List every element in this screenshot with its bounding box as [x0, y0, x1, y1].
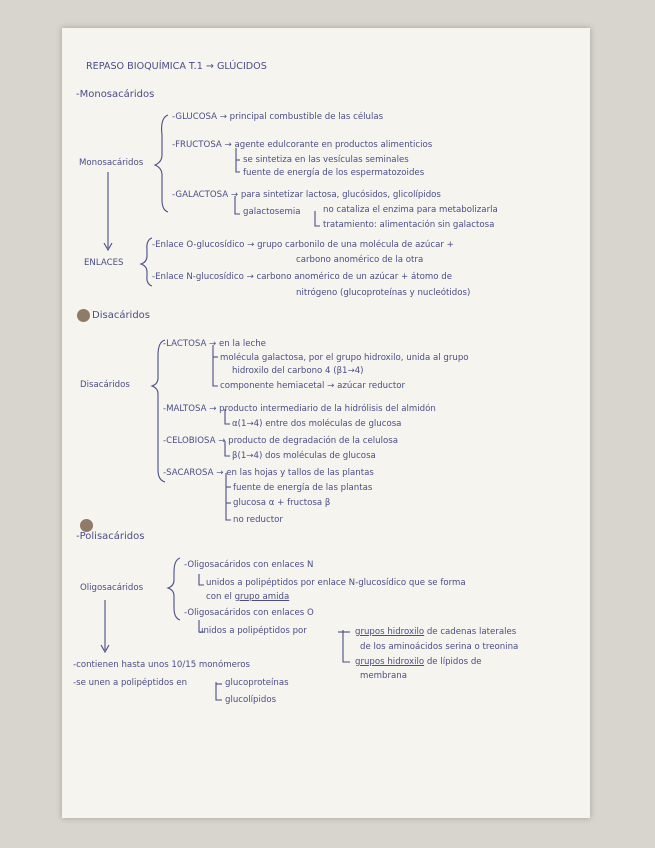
glucosa-line: -GLUCOSA → principal combustible de las células: [172, 112, 384, 122]
sacarosa-detail-1: fuente de energía de las plantas: [233, 483, 373, 493]
galactosemia-detail-2: tratamiento: alimentación sin galactosa: [323, 220, 495, 230]
label-disacaridos: Disacáridos: [80, 380, 130, 390]
join-detail-2: glucolípidos: [225, 695, 277, 705]
o-branch-2-underlined: grupos hidroxilo: [355, 657, 425, 667]
o-links-detail: unidos a polipéptidos por: [198, 626, 307, 636]
sacarosa-detail-2: glucosa α + fructosa β: [233, 498, 331, 508]
lactosa-detail-1b: hidroxilo del carbono 4 (β1→4): [232, 366, 364, 376]
galactosemia-label: galactosemia: [243, 207, 301, 217]
maltosa-detail: α(1→4) entre dos moléculas de glucosa: [232, 419, 402, 429]
n-links-detail-2: [206, 592, 289, 602]
galactosemia-detail-1: no cataliza el enzima para metabolizarla: [323, 205, 498, 215]
fructosa-detail-1: se sintetiza en las vesículas seminales: [243, 155, 409, 165]
enlace-o-line: -Enlace O-glucosídico → grupo carbonilo de una molécula de azúcar +: [152, 240, 454, 250]
enlace-n-line: -Enlace N-glucosídico → carbono anomérico de un azúcar + átomo de: [152, 272, 452, 282]
contain-line: -contienen hasta unos 10/15 monómeros: [73, 660, 250, 670]
label-monosacaridos: Monosacáridos: [79, 158, 144, 168]
celobiosa-detail: β(1→4) dos moléculas de glucosa: [232, 451, 376, 461]
enlace-o-line-2: carbono anomérico de la otra: [296, 255, 424, 265]
heading-monosacaridos: -Monosacáridos: [76, 89, 155, 100]
o-branch-1-text: de cadenas laterales: [426, 627, 517, 637]
label-enlaces: ENLACES: [84, 258, 124, 268]
maltosa-line: -MALTOSA → producto intermediario de la hidrólisis del almidón: [163, 404, 436, 414]
n-links-detail: unidos a polipéptidos por enlace N-glucosídico que se forma: [206, 578, 466, 588]
n-links-line: -Oligosacáridos con enlaces N: [184, 560, 314, 570]
galactosa-line: -GALACTOSA → para sintetizar lactosa, glucósidos, glicolípidos: [172, 190, 441, 200]
celobiosa-line: -CELOBIOSA → producto de degradación de la celulosa: [163, 436, 399, 446]
page-title: REPASO BIOQUÍMICA T.1 → GLÚCIDOS: [86, 61, 267, 72]
lactosa-detail-1: molécula galactosa, por el grupo hidroxilo, unida al grupo: [220, 353, 469, 363]
lactosa-line: -LACTOSA → en la leche: [163, 339, 266, 349]
enlace-n-line-2: nitrógeno (glucoproteínas y nucleótidos): [296, 288, 471, 298]
join-line: -se unen a polipéptidos en: [73, 678, 188, 688]
hole-punch-1: [77, 309, 90, 322]
grupo-amida-text: grupo amida: [234, 592, 290, 602]
o-branch-1-cont: de los aminoácidos serina o treonina: [360, 642, 519, 652]
sacarosa-line: -SACAROSA → en las hojas y tallos de las plantas: [163, 468, 374, 478]
join-detail-1: glucoproteínas: [225, 678, 289, 688]
o-branch-2-cont: membrana: [360, 671, 407, 681]
o-branch-2-text: de lípidos de: [426, 657, 482, 667]
o-links-line: -Oligosacáridos con enlaces O: [184, 608, 314, 618]
sacarosa-detail-3: no reductor: [233, 515, 283, 525]
lactosa-detail-2: componente hemiacetal → azúcar reductor: [220, 381, 405, 391]
heading-disacaridos: Disacáridos: [92, 310, 151, 321]
fructosa-line: -FRUCTOSA → agente edulcorante en productos alimenticios: [172, 140, 433, 150]
label-oligosacaridos: Oligosacáridos: [80, 583, 144, 593]
n-links-detail-2-text: con el: [206, 592, 232, 602]
fructosa-detail-2: fuente de energía de los espermatozoides: [243, 168, 425, 178]
o-branch-1-underlined: grupos hidroxilo: [355, 627, 425, 637]
o-branch-1: [355, 627, 516, 637]
heading-polisacaridos: -Polisacáridos: [76, 531, 145, 542]
o-branch-2: [355, 657, 482, 667]
